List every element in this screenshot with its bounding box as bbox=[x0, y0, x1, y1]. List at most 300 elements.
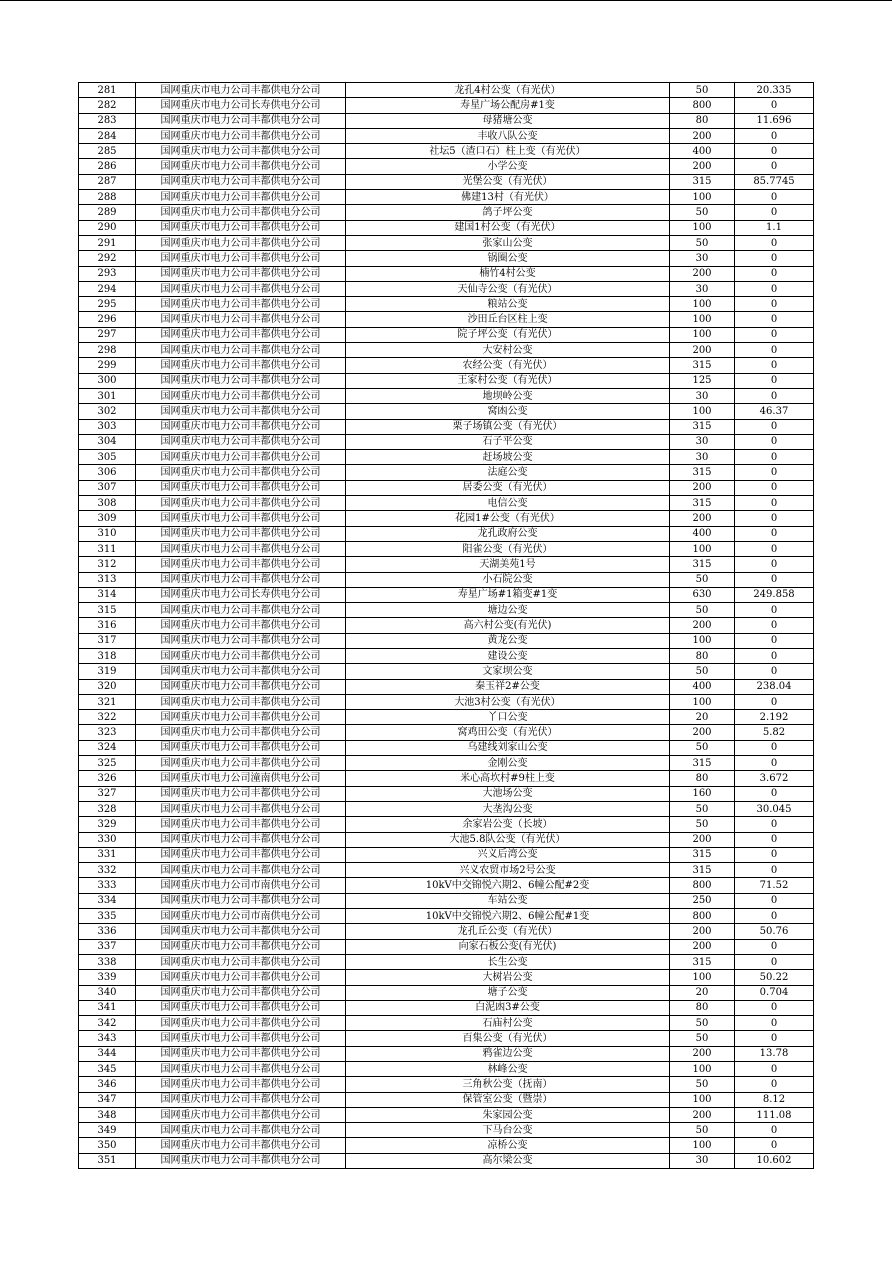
row-index: 318 bbox=[79, 648, 136, 663]
supplier-name: 国网重庆市电力公司丰都供电分公司 bbox=[136, 312, 346, 327]
transformer-name: 张家山公变 bbox=[346, 235, 670, 250]
value: 0 bbox=[735, 618, 814, 633]
capacity: 50 bbox=[670, 817, 735, 832]
capacity: 50 bbox=[670, 1077, 735, 1092]
transformer-name: 大池5.8队公变（有光伏） bbox=[346, 832, 670, 847]
row-index: 351 bbox=[79, 1153, 136, 1168]
table-row bbox=[79, 909, 814, 924]
supplier-name: 国网重庆市电力公司丰都供电分公司 bbox=[136, 603, 346, 618]
capacity: 50 bbox=[670, 1031, 735, 1046]
transformer-name: 王家村公变（有光伏） bbox=[346, 373, 670, 388]
capacity: 315 bbox=[670, 557, 735, 572]
transformer-name: 秦玉祥2#公变 bbox=[346, 679, 670, 694]
value: 0 bbox=[735, 847, 814, 862]
supplier-name: 国网重庆市电力公司丰都供电分公司 bbox=[136, 190, 346, 205]
table-row bbox=[79, 1138, 814, 1153]
supplier-name: 国网重庆市电力公司丰都供电分公司 bbox=[136, 266, 346, 281]
table-row bbox=[79, 465, 814, 480]
supplier-name: 国网重庆市电力公司丰都供电分公司 bbox=[136, 480, 346, 495]
row-index: 322 bbox=[79, 710, 136, 725]
value: 0 bbox=[735, 450, 814, 465]
supplier-name: 国网重庆市电力公司丰都供电分公司 bbox=[136, 159, 346, 174]
table-row bbox=[79, 373, 814, 388]
table-row bbox=[79, 297, 814, 312]
row-index: 324 bbox=[79, 740, 136, 755]
supplier-name: 国网重庆市电力公司丰都供电分公司 bbox=[136, 465, 346, 480]
supplier-name: 国网重庆市电力公司丰都供电分公司 bbox=[136, 756, 346, 771]
row-index: 302 bbox=[79, 404, 136, 419]
row-index: 281 bbox=[79, 83, 136, 98]
value: 0 bbox=[735, 648, 814, 663]
table-row bbox=[79, 113, 814, 128]
transformer-name: 石子平公变 bbox=[346, 434, 670, 449]
value: 0 bbox=[735, 756, 814, 771]
capacity: 200 bbox=[670, 480, 735, 495]
capacity: 100 bbox=[670, 1138, 735, 1153]
row-index: 329 bbox=[79, 817, 136, 832]
table-row bbox=[79, 863, 814, 878]
row-index: 321 bbox=[79, 694, 136, 709]
capacity: 50 bbox=[670, 740, 735, 755]
transformer-name: 赶场坡公变 bbox=[346, 450, 670, 465]
table-row bbox=[79, 450, 814, 465]
capacity: 315 bbox=[670, 954, 735, 969]
transformer-name: 电信公变 bbox=[346, 496, 670, 511]
value: 1.1 bbox=[735, 220, 814, 235]
row-index: 333 bbox=[79, 878, 136, 893]
value: 0 bbox=[735, 954, 814, 969]
supplier-name: 国网重庆市电力公司丰都供电分公司 bbox=[136, 679, 346, 694]
transformer-name: 黄龙公变 bbox=[346, 633, 670, 648]
row-index: 301 bbox=[79, 388, 136, 403]
transformer-name: 兴义农贸市场2号公变 bbox=[346, 863, 670, 878]
table-row bbox=[79, 496, 814, 511]
transformer-name: 小学公变 bbox=[346, 159, 670, 174]
transformer-name: 佛建13村（有光伏） bbox=[346, 190, 670, 205]
table-row bbox=[79, 878, 814, 893]
supplier-name: 国网重庆市电力公司丰都供电分公司 bbox=[136, 144, 346, 159]
row-index: 300 bbox=[79, 373, 136, 388]
capacity: 200 bbox=[670, 343, 735, 358]
row-index: 338 bbox=[79, 954, 136, 969]
value: 13.78 bbox=[735, 1046, 814, 1061]
transformer-table bbox=[78, 82, 814, 1169]
capacity: 100 bbox=[670, 220, 735, 235]
supplier-name: 国网重庆市电力公司丰都供电分公司 bbox=[136, 1062, 346, 1077]
supplier-name: 国网重庆市电力公司丰都供电分公司 bbox=[136, 710, 346, 725]
transformer-name: 大垄沟公变 bbox=[346, 801, 670, 816]
supplier-name: 国网重庆市电力公司丰都供电分公司 bbox=[136, 404, 346, 419]
supplier-name: 国网重庆市电力公司丰都供电分公司 bbox=[136, 1000, 346, 1015]
supplier-name: 国网重庆市电力公司丰都供电分公司 bbox=[136, 1016, 346, 1031]
transformer-name: 鸽子坪公变 bbox=[346, 205, 670, 220]
capacity: 200 bbox=[670, 939, 735, 954]
supplier-name: 国网重庆市电力公司丰都供电分公司 bbox=[136, 970, 346, 985]
supplier-name: 国网重庆市电力公司丰都供电分公司 bbox=[136, 1092, 346, 1107]
table-row bbox=[79, 281, 814, 296]
row-index: 323 bbox=[79, 725, 136, 740]
supplier-name: 国网重庆市电力公司长寿供电分公司 bbox=[136, 98, 346, 113]
value: 0 bbox=[735, 297, 814, 312]
value: 46.37 bbox=[735, 404, 814, 419]
row-index: 307 bbox=[79, 480, 136, 495]
table-row bbox=[79, 1016, 814, 1031]
capacity: 100 bbox=[670, 1092, 735, 1107]
supplier-name: 国网重庆市电力公司丰都供电分公司 bbox=[136, 817, 346, 832]
table-row bbox=[79, 832, 814, 847]
transformer-name: 社坛5（渣口石）柱上变（有光伏） bbox=[346, 144, 670, 159]
value: 0 bbox=[735, 480, 814, 495]
table-row bbox=[79, 1062, 814, 1077]
row-index: 319 bbox=[79, 664, 136, 679]
row-index: 326 bbox=[79, 771, 136, 786]
capacity: 30 bbox=[670, 388, 735, 403]
table-body bbox=[79, 83, 814, 1169]
value: 0 bbox=[735, 358, 814, 373]
supplier-name: 国网重庆市电力公司丰都供电分公司 bbox=[136, 1077, 346, 1092]
row-index: 288 bbox=[79, 190, 136, 205]
transformer-name: 向家石板公变(有光伏) bbox=[346, 939, 670, 954]
row-index: 320 bbox=[79, 679, 136, 694]
value: 20.335 bbox=[735, 83, 814, 98]
value: 0 bbox=[735, 496, 814, 511]
capacity: 200 bbox=[670, 1046, 735, 1061]
table-row bbox=[79, 144, 814, 159]
row-index: 345 bbox=[79, 1062, 136, 1077]
table-row bbox=[79, 526, 814, 541]
value: 0 bbox=[735, 205, 814, 220]
row-index: 331 bbox=[79, 847, 136, 862]
value: 0 bbox=[735, 98, 814, 113]
table-row bbox=[79, 434, 814, 449]
capacity: 50 bbox=[670, 235, 735, 250]
value: 249.858 bbox=[735, 587, 814, 602]
supplier-name: 国网重庆市电力公司丰都供电分公司 bbox=[136, 954, 346, 969]
supplier-name: 国网重庆市电力公司市南供电分公司 bbox=[136, 909, 346, 924]
supplier-name: 国网重庆市电力公司丰都供电分公司 bbox=[136, 939, 346, 954]
supplier-name: 国网重庆市电力公司丰都供电分公司 bbox=[136, 924, 346, 939]
table-row bbox=[79, 786, 814, 801]
row-index: 348 bbox=[79, 1107, 136, 1122]
row-index: 334 bbox=[79, 893, 136, 908]
capacity: 50 bbox=[670, 664, 735, 679]
table-row bbox=[79, 358, 814, 373]
supplier-name: 国网重庆市电力公司丰都供电分公司 bbox=[136, 847, 346, 862]
row-index: 340 bbox=[79, 985, 136, 1000]
value: 5.82 bbox=[735, 725, 814, 740]
table-row bbox=[79, 205, 814, 220]
value: 0 bbox=[735, 893, 814, 908]
supplier-name: 国网重庆市电力公司丰都供电分公司 bbox=[136, 1107, 346, 1122]
capacity: 200 bbox=[670, 924, 735, 939]
table-row bbox=[79, 1107, 814, 1122]
transformer-name: 塘边公变 bbox=[346, 603, 670, 618]
transformer-name: 大树岩公变 bbox=[346, 970, 670, 985]
row-index: 344 bbox=[79, 1046, 136, 1061]
capacity: 100 bbox=[670, 633, 735, 648]
supplier-name: 国网重庆市电力公司丰都供电分公司 bbox=[136, 220, 346, 235]
supplier-name: 国网重庆市电力公司丰都供电分公司 bbox=[136, 832, 346, 847]
capacity: 800 bbox=[670, 98, 735, 113]
value: 0 bbox=[735, 572, 814, 587]
row-index: 335 bbox=[79, 909, 136, 924]
supplier-name: 国网重庆市电力公司丰都供电分公司 bbox=[136, 541, 346, 556]
supplier-name: 国网重庆市电力公司丰都供电分公司 bbox=[136, 174, 346, 189]
table-row bbox=[79, 694, 814, 709]
supplier-name: 国网重庆市电力公司丰都供电分公司 bbox=[136, 1123, 346, 1138]
value: 0 bbox=[735, 633, 814, 648]
transformer-name: 大池3村公变（有光伏） bbox=[346, 694, 670, 709]
capacity: 100 bbox=[670, 190, 735, 205]
value: 0 bbox=[735, 281, 814, 296]
transformer-name: 10kV中交锦悦六期2、6幢公配#1变 bbox=[346, 909, 670, 924]
transformer-name: 龙孔丘公变（有光伏） bbox=[346, 924, 670, 939]
table-row bbox=[79, 1153, 814, 1168]
supplier-name: 国网重庆市电力公司丰都供电分公司 bbox=[136, 786, 346, 801]
transformer-name: 米心高坎村#9柱上变 bbox=[346, 771, 670, 786]
table-row bbox=[79, 603, 814, 618]
table-row bbox=[79, 572, 814, 587]
supplier-name: 国网重庆市电力公司丰都供电分公司 bbox=[136, 893, 346, 908]
supplier-name: 国网重庆市电力公司长寿供电分公司 bbox=[136, 587, 346, 602]
table-row bbox=[79, 1000, 814, 1015]
row-index: 294 bbox=[79, 281, 136, 296]
supplier-name: 国网重庆市电力公司丰都供电分公司 bbox=[136, 205, 346, 220]
row-index: 342 bbox=[79, 1016, 136, 1031]
row-index: 289 bbox=[79, 205, 136, 220]
value: 0 bbox=[735, 1123, 814, 1138]
supplier-name: 国网重庆市电力公司丰都供电分公司 bbox=[136, 327, 346, 342]
table-row bbox=[79, 756, 814, 771]
transformer-name: 兴义后湾公变 bbox=[346, 847, 670, 862]
capacity: 30 bbox=[670, 251, 735, 266]
table-row bbox=[79, 327, 814, 342]
capacity: 315 bbox=[670, 863, 735, 878]
supplier-name: 国网重庆市电力公司丰都供电分公司 bbox=[136, 1138, 346, 1153]
supplier-name: 国网重庆市电力公司丰都供电分公司 bbox=[136, 113, 346, 128]
table-row bbox=[79, 312, 814, 327]
capacity: 50 bbox=[670, 205, 735, 220]
capacity: 400 bbox=[670, 144, 735, 159]
table-row bbox=[79, 388, 814, 403]
table-row bbox=[79, 1123, 814, 1138]
table-row bbox=[79, 893, 814, 908]
transformer-name: 粮站公变 bbox=[346, 297, 670, 312]
row-index: 306 bbox=[79, 465, 136, 480]
table-row bbox=[79, 511, 814, 526]
row-index: 296 bbox=[79, 312, 136, 327]
value: 0 bbox=[735, 251, 814, 266]
value: 71.52 bbox=[735, 878, 814, 893]
value: 0 bbox=[735, 526, 814, 541]
transformer-name: 建设公变 bbox=[346, 648, 670, 663]
row-index: 325 bbox=[79, 756, 136, 771]
supplier-name: 国网重庆市电力公司丰都供电分公司 bbox=[136, 740, 346, 755]
supplier-name: 国网重庆市电力公司丰都供电分公司 bbox=[136, 1046, 346, 1061]
row-index: 309 bbox=[79, 511, 136, 526]
capacity: 50 bbox=[670, 603, 735, 618]
capacity: 400 bbox=[670, 679, 735, 694]
table-row bbox=[79, 98, 814, 113]
capacity: 160 bbox=[670, 786, 735, 801]
row-index: 349 bbox=[79, 1123, 136, 1138]
page-top-border bbox=[0, 0, 892, 1]
transformer-name: 母猪塘公变 bbox=[346, 113, 670, 128]
row-index: 282 bbox=[79, 98, 136, 113]
row-index: 314 bbox=[79, 587, 136, 602]
table-row bbox=[79, 710, 814, 725]
supplier-name: 国网重庆市电力公司潼南供电分公司 bbox=[136, 771, 346, 786]
supplier-name: 国网重庆市电力公司丰都供电分公司 bbox=[136, 557, 346, 572]
capacity: 200 bbox=[670, 832, 735, 847]
transformer-name: 院子坪公变（有光伏） bbox=[346, 327, 670, 342]
capacity: 100 bbox=[670, 297, 735, 312]
table-row bbox=[79, 985, 814, 1000]
transformer-name: 金刚公变 bbox=[346, 756, 670, 771]
table-row bbox=[79, 587, 814, 602]
value: 0 bbox=[735, 235, 814, 250]
supplier-name: 国网重庆市电力公司丰都供电分公司 bbox=[136, 801, 346, 816]
value: 0 bbox=[735, 1062, 814, 1077]
capacity: 315 bbox=[670, 358, 735, 373]
supplier-name: 国网重庆市电力公司丰都供电分公司 bbox=[136, 618, 346, 633]
transformer-name: 丫口公变 bbox=[346, 710, 670, 725]
transformer-name: 高六村公变(有光伏) bbox=[346, 618, 670, 633]
capacity: 200 bbox=[670, 511, 735, 526]
row-index: 336 bbox=[79, 924, 136, 939]
capacity: 100 bbox=[670, 694, 735, 709]
value: 0 bbox=[735, 373, 814, 388]
row-index: 291 bbox=[79, 235, 136, 250]
transformer-name: 窝凼公变 bbox=[346, 404, 670, 419]
transformer-name: 保管室公变（暨崇） bbox=[346, 1092, 670, 1107]
transformer-name: 高尔梁公变 bbox=[346, 1153, 670, 1168]
value: 3.672 bbox=[735, 771, 814, 786]
transformer-name: 乌建线刘家山公变 bbox=[346, 740, 670, 755]
supplier-name: 国网重庆市电力公司丰都供电分公司 bbox=[136, 985, 346, 1000]
value: 0 bbox=[735, 434, 814, 449]
table-row bbox=[79, 771, 814, 786]
row-index: 298 bbox=[79, 343, 136, 358]
value: 0 bbox=[735, 159, 814, 174]
row-index: 304 bbox=[79, 434, 136, 449]
supplier-name: 国网重庆市电力公司丰都供电分公司 bbox=[136, 648, 346, 663]
row-index: 283 bbox=[79, 113, 136, 128]
transformer-name: 楠竹4村公变 bbox=[346, 266, 670, 281]
table-row bbox=[79, 939, 814, 954]
table-row bbox=[79, 725, 814, 740]
table-row bbox=[79, 648, 814, 663]
transformer-name: 法庭公变 bbox=[346, 465, 670, 480]
transformer-name: 寿星广场公配房#1变 bbox=[346, 98, 670, 113]
transformer-name: 下马台公变 bbox=[346, 1123, 670, 1138]
table-row bbox=[79, 817, 814, 832]
value: 0 bbox=[735, 694, 814, 709]
table-row bbox=[79, 1077, 814, 1092]
value: 0 bbox=[735, 909, 814, 924]
value: 0 bbox=[735, 740, 814, 755]
capacity: 315 bbox=[670, 847, 735, 862]
table-row bbox=[79, 664, 814, 679]
row-index: 284 bbox=[79, 128, 136, 143]
row-index: 297 bbox=[79, 327, 136, 342]
row-index: 332 bbox=[79, 863, 136, 878]
table-row bbox=[79, 801, 814, 816]
capacity: 80 bbox=[670, 113, 735, 128]
value: 0 bbox=[735, 388, 814, 403]
transformer-name: 地坝岭公变 bbox=[346, 388, 670, 403]
value: 85.7745 bbox=[735, 174, 814, 189]
transformer-name: 塘子公变 bbox=[346, 985, 670, 1000]
value: 0 bbox=[735, 511, 814, 526]
table-row bbox=[79, 83, 814, 98]
row-index: 337 bbox=[79, 939, 136, 954]
table-row bbox=[79, 924, 814, 939]
row-index: 327 bbox=[79, 786, 136, 801]
row-index: 308 bbox=[79, 496, 136, 511]
supplier-name: 国网重庆市电力公司丰都供电分公司 bbox=[136, 572, 346, 587]
capacity: 315 bbox=[670, 174, 735, 189]
transformer-name: 花园1#公变（有光伏） bbox=[346, 511, 670, 526]
value: 238.04 bbox=[735, 679, 814, 694]
row-index: 328 bbox=[79, 801, 136, 816]
table-row bbox=[79, 404, 814, 419]
value: 2.192 bbox=[735, 710, 814, 725]
value: 10.602 bbox=[735, 1153, 814, 1168]
value: 0 bbox=[735, 327, 814, 342]
capacity: 200 bbox=[670, 618, 735, 633]
supplier-name: 国网重庆市电力公司丰都供电分公司 bbox=[136, 496, 346, 511]
capacity: 315 bbox=[670, 756, 735, 771]
value: 50.22 bbox=[735, 970, 814, 985]
value: 0 bbox=[735, 190, 814, 205]
value: 0 bbox=[735, 817, 814, 832]
value: 8.12 bbox=[735, 1092, 814, 1107]
row-index: 315 bbox=[79, 603, 136, 618]
supplier-name: 国网重庆市电力公司丰都供电分公司 bbox=[136, 128, 346, 143]
transformer-name: 三角秋公变（抚南） bbox=[346, 1077, 670, 1092]
supplier-name: 国网重庆市电力公司丰都供电分公司 bbox=[136, 863, 346, 878]
table-row bbox=[79, 266, 814, 281]
transformer-name: 大安村公变 bbox=[346, 343, 670, 358]
transformer-name: 农经公变（有光伏） bbox=[346, 358, 670, 373]
supplier-name: 国网重庆市电力公司丰都供电分公司 bbox=[136, 297, 346, 312]
table-row bbox=[79, 1092, 814, 1107]
capacity: 100 bbox=[670, 1062, 735, 1077]
capacity: 200 bbox=[670, 128, 735, 143]
supplier-name: 国网重庆市电力公司丰都供电分公司 bbox=[136, 235, 346, 250]
row-index: 312 bbox=[79, 557, 136, 572]
capacity: 30 bbox=[670, 434, 735, 449]
transformer-name: 栗子场镇公变（有光伏） bbox=[346, 419, 670, 434]
value: 0 bbox=[735, 832, 814, 847]
row-index: 350 bbox=[79, 1138, 136, 1153]
row-index: 330 bbox=[79, 832, 136, 847]
capacity: 315 bbox=[670, 419, 735, 434]
supplier-name: 国网重庆市电力公司丰都供电分公司 bbox=[136, 526, 346, 541]
capacity: 250 bbox=[670, 893, 735, 908]
row-index: 310 bbox=[79, 526, 136, 541]
table-row bbox=[79, 1031, 814, 1046]
table-row bbox=[79, 970, 814, 985]
row-index: 286 bbox=[79, 159, 136, 174]
supplier-name: 国网重庆市电力公司丰都供电分公司 bbox=[136, 694, 346, 709]
transformer-name: 丰收八队公变 bbox=[346, 128, 670, 143]
capacity: 80 bbox=[670, 1000, 735, 1015]
table-row bbox=[79, 220, 814, 235]
row-index: 347 bbox=[79, 1092, 136, 1107]
value: 0.704 bbox=[735, 985, 814, 1000]
